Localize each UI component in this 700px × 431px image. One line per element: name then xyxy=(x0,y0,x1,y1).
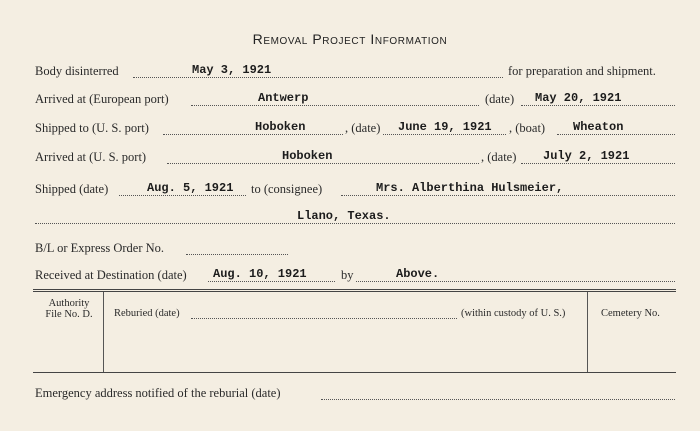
custody-label: (within custody of U. S.) xyxy=(461,308,566,319)
shipped-date-label: Shipped (date) xyxy=(35,182,109,196)
arrived-european-row xyxy=(0,92,700,112)
shipped-us-boat: Wheaton xyxy=(573,120,624,134)
reburied-label: Reburied (date) xyxy=(114,308,180,319)
emergency-line xyxy=(321,399,675,400)
table-divider-left xyxy=(103,292,104,372)
shipped-us-boat-label: , (boat) xyxy=(509,121,546,135)
body-disinterred-line xyxy=(133,77,503,78)
arrived-us-date-line xyxy=(521,163,675,164)
received-by-line xyxy=(356,281,675,282)
shipped-us-line xyxy=(163,134,343,135)
shipped-us-date: June 19, 1921 xyxy=(398,120,492,134)
arrived-european-line xyxy=(191,105,479,106)
arrived-us-label: Arrived at (U. S. port) xyxy=(35,150,147,164)
authority-header xyxy=(42,298,96,320)
shipped-us-label: Shipped to (U. S. port) xyxy=(35,121,149,135)
authority-line-2: File No. D. xyxy=(45,309,93,320)
shipped-us-boat-line xyxy=(557,134,675,135)
body-disinterred-suffix: for preparation and shipment. xyxy=(508,64,656,78)
shipped-us-row xyxy=(0,121,700,141)
consignee-address: Llano, Texas. xyxy=(297,209,391,223)
emergency-label: Emergency address notified of the reburial (date) xyxy=(35,386,281,400)
table-top-rule xyxy=(33,289,676,290)
consignee-label: to (consignee) xyxy=(251,182,323,196)
shipped-us-port: Hoboken xyxy=(255,120,306,134)
received-label: Received at Destination (date) xyxy=(35,268,187,282)
received-value: Aug. 10, 1921 xyxy=(213,267,307,281)
arrived-european-port: Antwerp xyxy=(258,91,309,105)
arrived-us-row xyxy=(0,150,700,170)
received-by-value: Above. xyxy=(396,267,440,281)
bl-order-line xyxy=(186,254,288,255)
consignee-address-line xyxy=(35,223,675,224)
emergency-row xyxy=(0,386,700,406)
body-disinterred-row xyxy=(0,64,700,84)
table-top-rule-2 xyxy=(33,291,676,292)
shipped-us-date-label: , (date) xyxy=(345,121,381,135)
consignee-line xyxy=(341,195,675,196)
arrived-european-label: Arrived at (European port) xyxy=(35,92,169,106)
body-disinterred-label: Body disinterred xyxy=(35,64,119,78)
arrived-us-date-label: , (date) xyxy=(481,150,517,164)
body-disinterred-value: May 3, 1921 xyxy=(192,63,272,77)
received-row xyxy=(0,268,700,288)
table-divider-right xyxy=(587,292,588,372)
arrived-us-port: Hoboken xyxy=(282,149,333,163)
arrived-european-date-line xyxy=(521,105,675,106)
card-title: Removal Project Information xyxy=(252,31,448,47)
arrived-us-date: July 2, 1921 xyxy=(543,149,630,163)
shipped-date-row xyxy=(0,182,700,202)
shipped-date-value: Aug. 5, 1921 xyxy=(147,181,234,195)
arrived-us-line xyxy=(167,163,479,164)
consignee-value: Mrs. Alberthina Hulsmeier, xyxy=(376,181,564,195)
arrived-european-date-label: (date) xyxy=(485,92,515,106)
received-line xyxy=(208,281,335,282)
consignee-address-row xyxy=(0,208,700,228)
table-bottom-rule xyxy=(33,372,676,373)
arrived-european-date: May 20, 1921 xyxy=(535,91,622,105)
shipped-date-line xyxy=(119,195,246,196)
bl-order-label: B/L or Express Order No. xyxy=(35,241,165,255)
received-by-label: by xyxy=(341,268,354,282)
authority-line-1: Authority xyxy=(48,298,90,309)
cemetery-label: Cemetery No. xyxy=(601,308,660,319)
shipped-us-date-line xyxy=(383,134,506,135)
reburied-line xyxy=(191,318,457,319)
bl-order-row xyxy=(0,241,700,261)
